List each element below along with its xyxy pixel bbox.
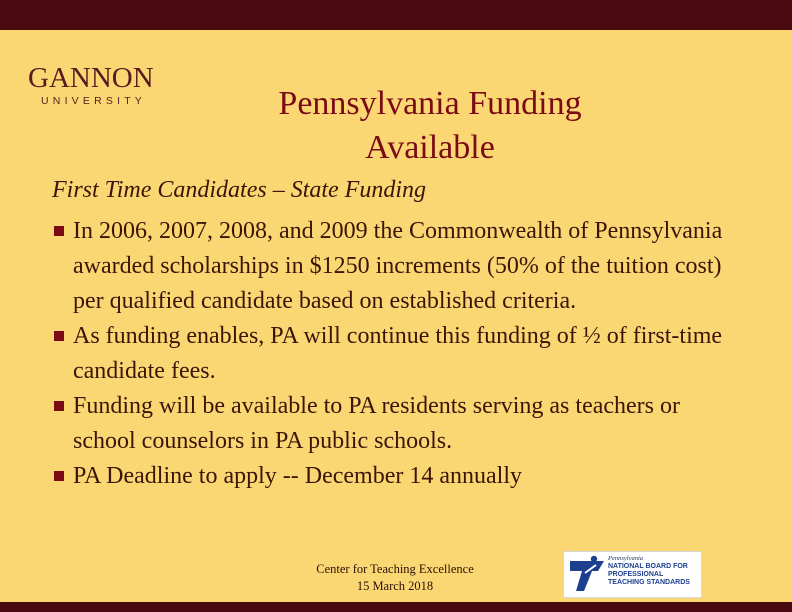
nbpts-logo [563,551,702,598]
teacher-figure-icon [568,555,606,595]
bullet-item [52,389,742,459]
bottom-band [0,602,792,612]
bullet-text: In 2006, 2007, 2008, and 2009 the Commonwealth of Pennsylvania awarded scholarships in $1250 increments (50% of the tuition cost) per qualified candidate based on established criteria. [73,218,723,314]
square-bullet-icon [54,401,64,411]
bullet-item [52,459,742,494]
footer-text [290,561,500,595]
title-line-2: Available [365,129,495,166]
bullet-text: Funding will be available to PA residents serving as teachers or school counselors in PA public schools. [73,393,680,454]
square-bullet-icon [54,226,64,236]
footer-line-1: Center for Teaching Excellence [316,562,474,576]
nbpts-name: NATIONAL BOARD FOR PROFESSIONAL TEACHING STANDARDS [608,563,690,586]
square-bullet-icon [54,331,64,341]
square-bullet-icon [54,471,64,481]
top-band [0,0,792,30]
bullet-list [52,214,742,494]
bullet-item [52,319,742,389]
slide-title [230,82,630,170]
gannon-university-logo [28,64,168,112]
nbpts-state-label: Pennsylvania [608,555,644,562]
logo-subtext: UNIVERSITY [41,95,147,107]
footer-line-2: 15 March 2018 [356,579,434,593]
title-line-1: Pennsylvania Funding [278,85,582,122]
logo-wordmark: GANNON [28,62,154,94]
bullet-text: As funding enables, PA will continue this funding of ½ of first-time candidate fees. [73,323,723,384]
bullet-text: PA Deadline to apply -- December 14 annually [73,463,522,489]
bullet-item [52,214,742,319]
subheading: First Time Candidates – State Funding [52,177,427,203]
